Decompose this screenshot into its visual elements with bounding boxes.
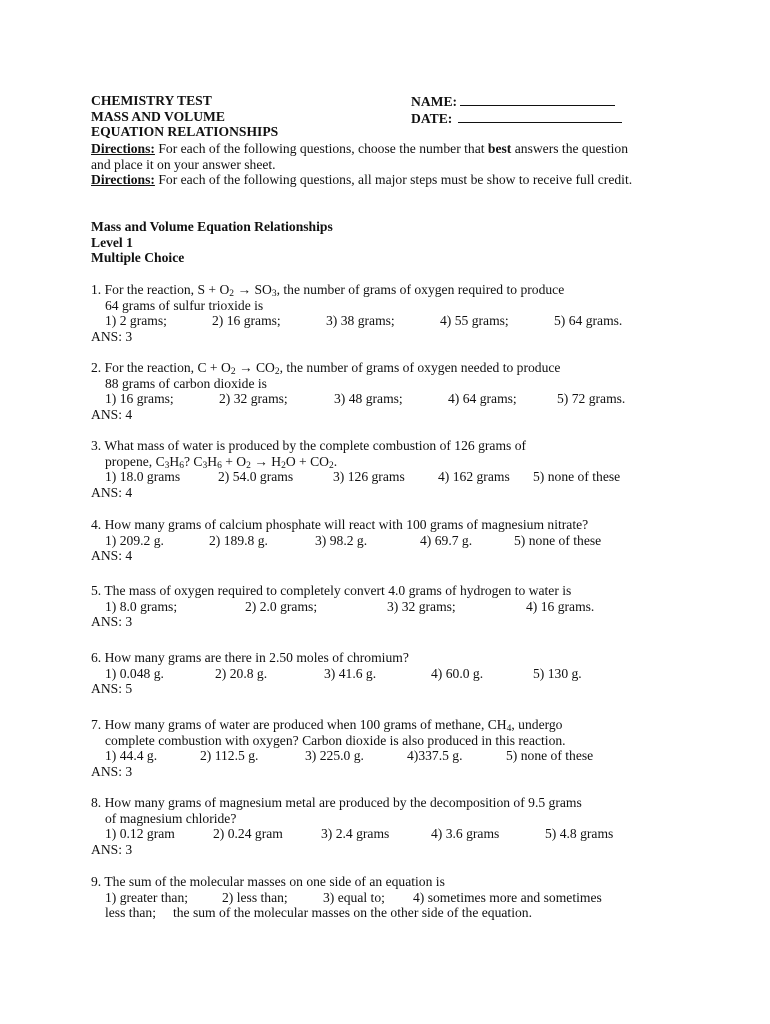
answer-option[interactable]: 4) 3.6 grams	[431, 826, 500, 842]
answer-option[interactable]: 1) 44.4 g.	[105, 748, 158, 764]
directions-label: Directions:	[91, 141, 155, 156]
answer-option[interactable]: 4) 60.0 g.	[431, 665, 484, 681]
test-title-block	[91, 93, 278, 140]
answer-option[interactable]: 1) 16 grams;	[105, 391, 174, 407]
section-type: Multiple Choice	[91, 250, 185, 266]
question-stem: 8. How many grams of magnesium metal are produced by the decomposition of 9.5 grams	[91, 795, 582, 810]
answer-option[interactable]: 1) 209.2 g.	[105, 532, 164, 548]
answer-key: ANS: 4	[91, 406, 133, 422]
answer-key: ANS: 3	[91, 763, 133, 779]
answer-option[interactable]: 2) 189.8 g.	[209, 532, 268, 548]
directions-label: Directions:	[91, 172, 155, 187]
answer-option[interactable]: 3) 2.4 grams	[321, 826, 390, 842]
question-stem: 4. How many grams of calcium phosphate will react with 100 grams of magnesium nitrate?	[91, 517, 589, 532]
question-stem: 9. The sum of the molecular masses on one side of an equation is	[91, 874, 445, 889]
answer-option[interactable]: 3) 126 grams	[333, 469, 405, 485]
answer-option[interactable]: 2) less than;	[222, 889, 288, 905]
directions-1	[91, 141, 651, 172]
answer-option[interactable]: 2) 20.8 g.	[215, 665, 268, 681]
answer-options	[91, 599, 661, 615]
answer-option[interactable]: 3) 98.2 g.	[315, 532, 368, 548]
answer-option[interactable]: 3) 225.0 g.	[305, 748, 364, 764]
answer-key: ANS: 4	[91, 548, 133, 564]
question-5	[91, 583, 661, 630]
answer-option[interactable]: 5) none of these	[533, 469, 621, 485]
question-9	[91, 874, 661, 921]
name-field[interactable]	[411, 93, 622, 110]
directions-emphasis: best	[487, 141, 512, 156]
answer-option[interactable]: 4) 16 grams.	[526, 598, 595, 614]
answer-key: ANS: 3	[91, 328, 133, 344]
answer-option[interactable]: 5) 4.8 grams	[545, 826, 614, 842]
question-stem-continued: 64 grams of sulfur trioxide is	[105, 297, 264, 313]
directions-text-b: answers the question and place it on your answer sheet.	[91, 141, 628, 172]
answer-options	[91, 313, 661, 329]
answer-key: ANS: 5	[91, 681, 133, 697]
question-stem: 6. How many grams are there in 2.50 moles of chromium?	[91, 650, 409, 665]
answer-option[interactable]: 2) 112.5 g.	[200, 748, 259, 764]
date-label: DATE:	[411, 110, 453, 126]
test-title-line-2: MASS AND VOLUME	[91, 108, 225, 124]
answer-option[interactable]: 4) 162 grams	[438, 469, 510, 485]
answer-options	[91, 666, 661, 682]
question-3	[91, 438, 661, 500]
answer-option[interactable]: 3) 32 grams;	[387, 598, 456, 614]
question-stem: 7. How many grams of water are produced when 100 grams of methane, $CH_4$, undergo	[91, 717, 563, 734]
answer-option[interactable]: 1) 18.0 grams	[105, 469, 181, 485]
answer-option[interactable]: 1) 0.048 g.	[105, 665, 164, 681]
answer-option[interactable]: 2) 0.24 gram	[213, 826, 283, 842]
section-heading	[91, 219, 333, 266]
answer-options	[91, 469, 661, 485]
question-7	[91, 717, 661, 779]
answer-option[interactable]: 3) equal to;	[323, 889, 385, 905]
answer-key: ANS: 3	[91, 614, 133, 630]
test-title-line-3: EQUATION RELATIONSHIPS	[91, 124, 279, 140]
answer-option[interactable]: 4) 64 grams;	[448, 391, 517, 407]
question-8	[91, 795, 661, 857]
question-2	[91, 360, 661, 422]
answer-option[interactable]: 5) 72 grams.	[557, 391, 626, 407]
answer-option[interactable]: 3) 41.6 g.	[324, 665, 377, 681]
answer-option[interactable]: 2) 16 grams;	[212, 313, 281, 329]
date-field[interactable]	[411, 110, 622, 127]
question-4	[91, 517, 661, 564]
answer-option[interactable]: 1) 2 grams;	[105, 313, 167, 329]
question-stem: 3. What mass of water is produced by the complete combustion of 126 grams of	[91, 438, 527, 453]
name-blank[interactable]	[460, 93, 615, 106]
name-label: NAME:	[411, 94, 458, 109]
answer-option[interactable]: 5) 130 g.	[533, 665, 582, 681]
directions-text-a: For each of the following questions, all major steps must be show to receive full credit.	[154, 172, 633, 187]
answer-options	[91, 890, 661, 906]
answer-options	[91, 748, 661, 764]
answer-options	[91, 391, 661, 407]
question-stem-continued: 88 grams of carbon dioxide is	[105, 375, 267, 391]
answer-options	[91, 533, 661, 549]
section-level: Level 1	[91, 234, 133, 250]
test-title-line-1: CHEMISTRY TEST	[91, 93, 212, 108]
answer-option[interactable]: 1) 8.0 grams;	[105, 598, 178, 614]
answer-option[interactable]: 1) greater than;	[105, 889, 189, 905]
question-stem: 5. The mass of oxygen required to completely convert 4.0 grams of hydrogen to water is	[91, 583, 572, 598]
answer-key: ANS: 4	[91, 484, 133, 500]
answer-option[interactable]: 3) 38 grams;	[326, 313, 395, 329]
answer-option[interactable]: 2) 2.0 grams;	[245, 598, 318, 614]
answer-option[interactable]: 5) 64 grams.	[554, 313, 623, 329]
answer-option[interactable]: 4) 55 grams;	[440, 313, 509, 329]
answer-option[interactable]: 4) 69.7 g.	[420, 532, 473, 548]
answer-option[interactable]: 5) none of these	[506, 748, 594, 764]
question-6	[91, 650, 661, 697]
question-stem-continued: propene, $C_3H_6$? $C_3H_6 + O_2 \to H_2O + CO_2$.	[105, 453, 338, 471]
question-stem: 1. For the reaction, $S + O_2 \to SO_3$, the number of grams of oxygen required to produce	[91, 282, 565, 299]
student-info-block	[411, 93, 622, 126]
date-blank[interactable]	[458, 110, 622, 123]
question-stem-continued: of magnesium chloride?	[105, 810, 237, 826]
answer-option-continued: less than; the sum of the molecular masses on the other side of the equation.	[105, 905, 532, 921]
answer-key: ANS: 3	[91, 841, 133, 857]
section-title: Mass and Volume Equation Relationships	[91, 219, 333, 234]
directions-text-a: For each of the following questions, choose the number that	[154, 141, 488, 156]
answer-option[interactable]: 3) 48 grams;	[334, 391, 403, 407]
answer-options	[91, 826, 661, 842]
answer-option[interactable]: 5) none of these	[514, 532, 602, 548]
answer-option[interactable]: 2) 32 grams;	[219, 391, 288, 407]
answer-option[interactable]: 2) 54.0 grams	[218, 469, 294, 485]
directions-2	[91, 172, 651, 188]
question-1	[91, 282, 661, 344]
question-stem: 2. For the reaction, $C + O_2 \to CO_2$, the number of grams of oxygen needed to produce	[91, 360, 561, 377]
answer-option[interactable]: 1) 0.12 gram	[105, 826, 175, 842]
question-stem-continued: complete combustion with oxygen? Carbon dioxide is also produced in this reaction.	[105, 732, 566, 748]
answer-option[interactable]: 4) sometimes more and sometimes	[413, 889, 602, 905]
answer-option[interactable]: 4)337.5 g.	[407, 748, 463, 764]
